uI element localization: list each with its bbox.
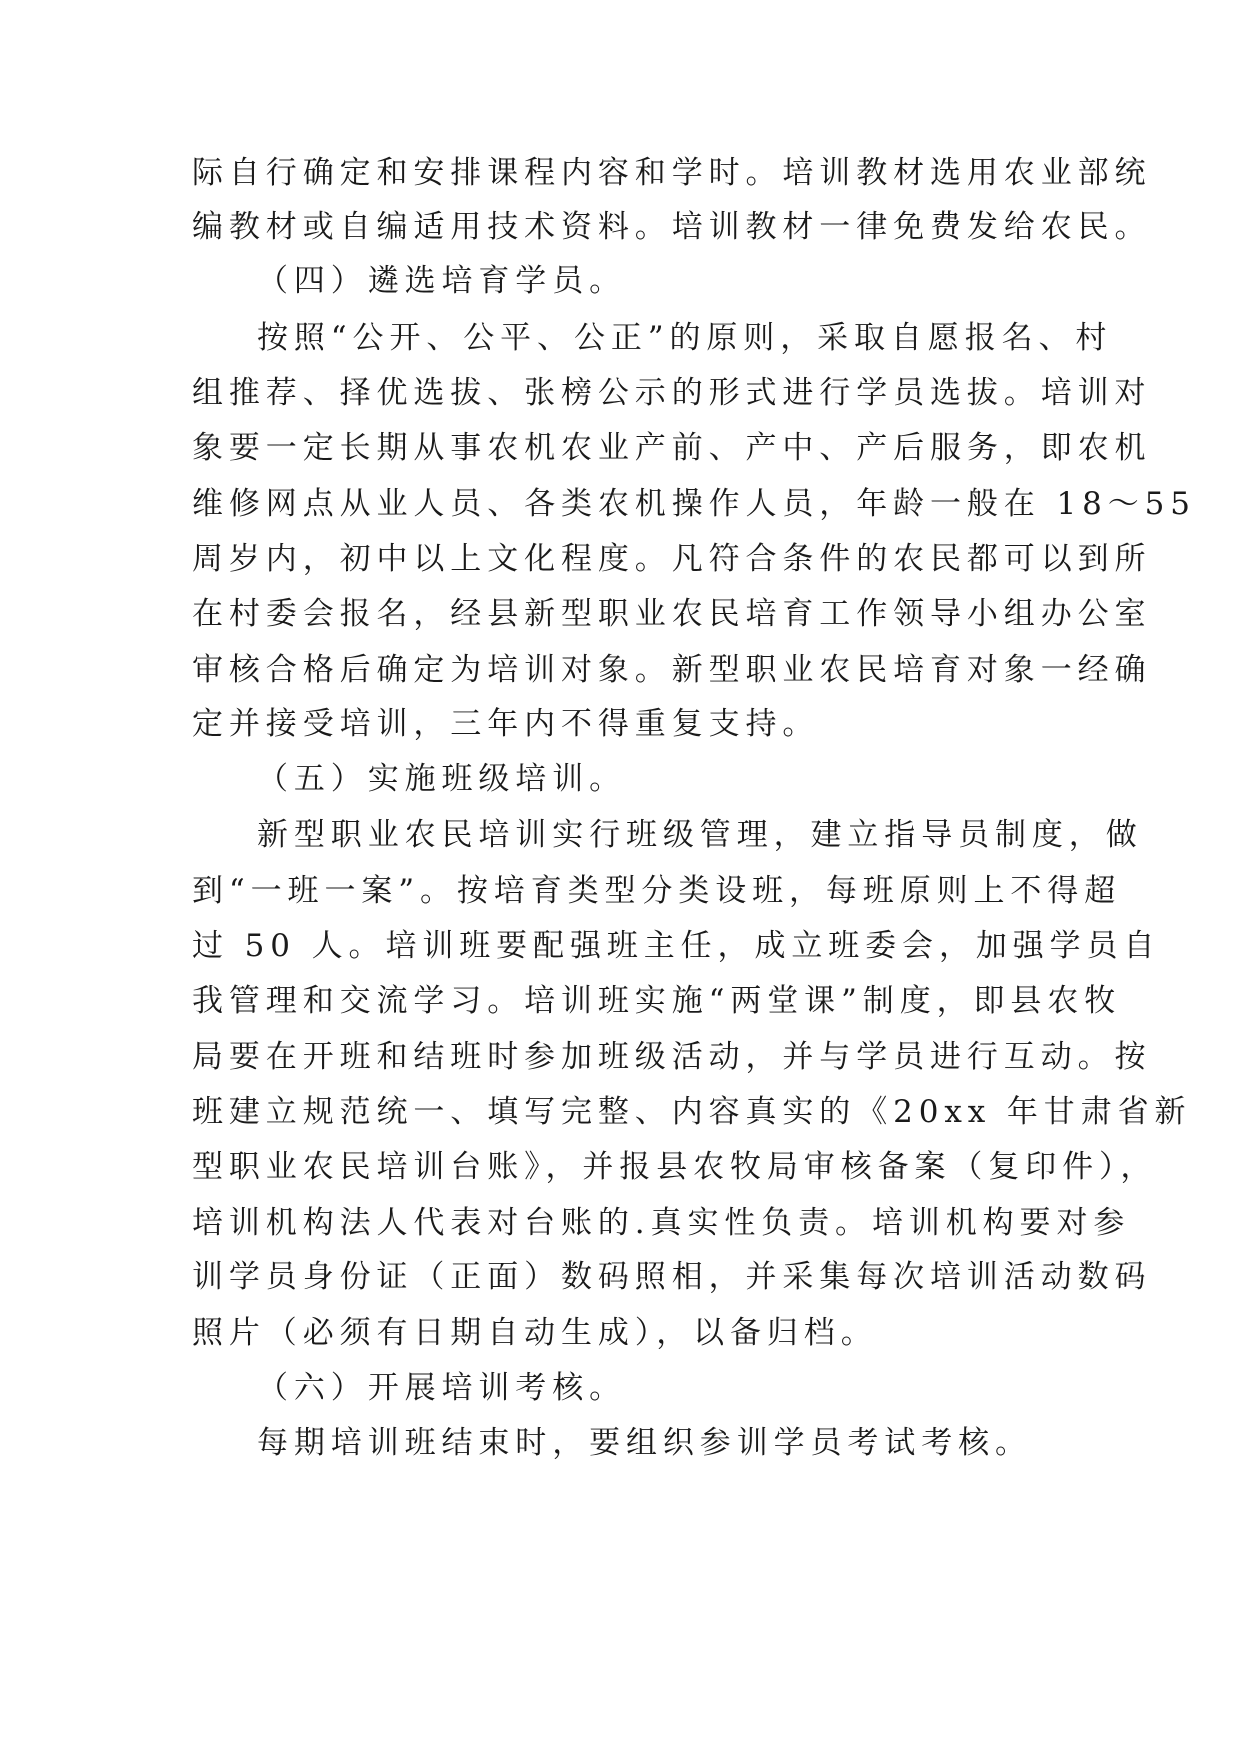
paragraph-line: 班建立规范统一、填写完整、内容真实的《20xx 年甘肃省新 bbox=[192, 1094, 1192, 1130]
paragraph-line: 我管理和交流学习。培训班实施“两堂课”制度，即县农牧 bbox=[192, 983, 1122, 1019]
paragraph-line: 培训机构法人代表对台账的.真实性负责。培训机构要对参 bbox=[192, 1205, 1131, 1241]
paragraph-line: 周岁内，初中以上文化程度。凡符合条件的农民都可以到所 bbox=[192, 541, 1152, 577]
paragraph-line: 按照“公开、公平、公正”的原则，采取自愿报名、村 bbox=[257, 320, 1113, 356]
paragraph-line: 维修网点从业人员、各类农机操作人员，年龄一般在 18～55 bbox=[192, 486, 1196, 522]
paragraph-line: 编教材或自编适用技术资料。培训教材一律免费发给农民。 bbox=[192, 209, 1152, 245]
paragraph-line: 训学员身份证（正面）数码照相，并采集每次培训活动数码 bbox=[192, 1259, 1152, 1295]
paragraph-line: 定并接受培训，三年内不得重复支持。 bbox=[192, 706, 820, 742]
paragraph-line: 在村委会报名，经县新型职业农民培育工作领导小组办公室 bbox=[192, 596, 1152, 632]
section-heading: （五）实施班级培训。 bbox=[257, 761, 626, 797]
paragraph-line: 照片（必须有日期自动生成），以备归档。 bbox=[192, 1315, 878, 1351]
paragraph-line: 新型职业农民培训实行班级管理，建立指导员制度，做 bbox=[257, 817, 1143, 853]
paragraph-line: 组推荐、择优选拔、张榜公示的形式进行学员选拔。培训对 bbox=[192, 375, 1152, 411]
paragraph-line: 象要一定长期从事农机农业产前、产中、产后服务，即农机 bbox=[192, 430, 1152, 466]
paragraph-line: 到“一班一案”。按培育类型分类设班，每班原则上不得超 bbox=[192, 873, 1122, 909]
paragraph-line: 际自行确定和安排课程内容和学时。培训教材选用农业部统 bbox=[192, 155, 1152, 191]
paragraph-line: 每期培训班结束时，要组织参训学员考试考核。 bbox=[257, 1425, 1032, 1461]
paragraph-line: 过 50 人。培训班要配强班主任，成立班委会，加强学员自 bbox=[192, 928, 1161, 964]
section-heading: （六）开展培训考核。 bbox=[257, 1370, 626, 1406]
paragraph-line: 审核合格后确定为培训对象。新型职业农民培育对象一经确 bbox=[192, 652, 1152, 688]
paragraph-line: 局要在开班和结班时参加班级活动，并与学员进行互动。按 bbox=[192, 1039, 1152, 1075]
paragraph-line: 型职业农民培训台账》，并报县农牧局审核备案（复印件）， bbox=[192, 1149, 1158, 1185]
section-heading: （四）遴选培育学员。 bbox=[257, 263, 626, 299]
